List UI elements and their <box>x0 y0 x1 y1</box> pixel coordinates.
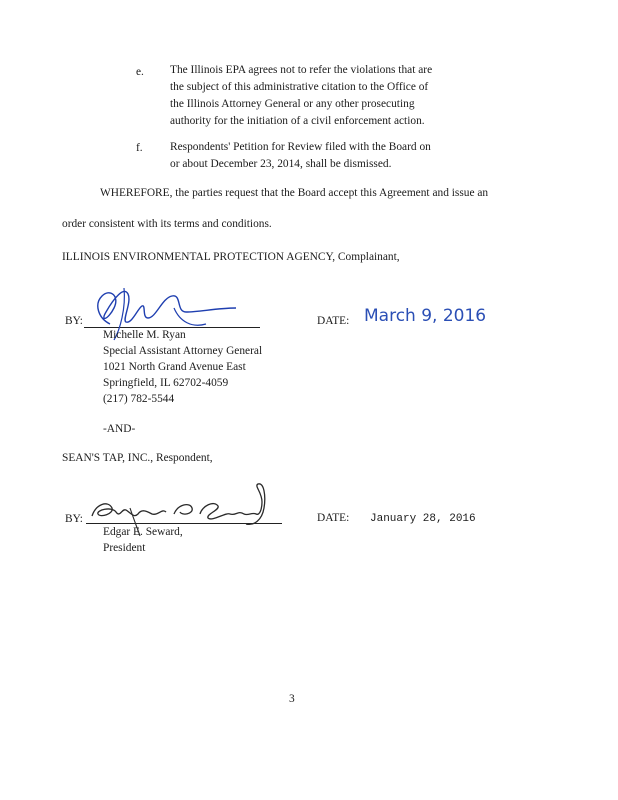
and-separator: -AND- <box>103 423 136 435</box>
item-f-line-2: or about December 23, 2014, shall be dismissed. <box>170 158 392 170</box>
complainant-address-1: 1021 North Grand Avenue East <box>103 361 246 373</box>
respondent-by-label: BY: <box>65 513 83 525</box>
page-number: 3 <box>289 693 295 705</box>
complainant-date-value: March 9, 2016 <box>364 306 487 326</box>
respondent-party-line: SEAN'S TAP, INC., Respondent, <box>62 452 213 464</box>
respondent-date-value: January 28, 2016 <box>370 513 476 525</box>
complainant-name: Michelle M. Ryan <box>103 329 186 341</box>
item-f-marker: f. <box>136 142 143 154</box>
complainant-party-line: ILLINOIS ENVIRONMENTAL PROTECTION AGENCY, Complainant, <box>62 251 400 263</box>
complainant-title: Special Assistant Attorney General <box>103 345 263 357</box>
item-e-line-2: the subject of this administrative citation to the Office of <box>170 81 429 93</box>
item-e-marker: e. <box>136 66 144 78</box>
complainant-phone: (217) 782-5544 <box>103 393 175 405</box>
item-e-line-4: authority for the initiation of a civil enforcement action. <box>170 115 425 127</box>
item-e-line-3: the Illinois Attorney General or any other prosecuting <box>170 98 415 110</box>
wherefore-line-1: WHEREFORE, the parties request that the Board accept this Agreement and issue an <box>100 187 489 199</box>
complainant-by-label: BY: <box>65 315 83 327</box>
complainant-date-label: DATE: <box>317 315 350 327</box>
wherefore-line-2: order consistent with its terms and conditions. <box>62 218 272 230</box>
respondent-title: President <box>103 542 146 554</box>
respondent-date-label: DATE: <box>317 512 350 524</box>
complainant-address-2: Springfield, IL 62702-4059 <box>103 377 229 389</box>
respondent-name: Edgar E. Seward, <box>103 526 183 538</box>
item-f-line-1: Respondents' Petition for Review filed with the Board on <box>170 141 431 153</box>
item-e-line-1: The Illinois EPA agrees not to refer the violations that are <box>170 64 433 76</box>
